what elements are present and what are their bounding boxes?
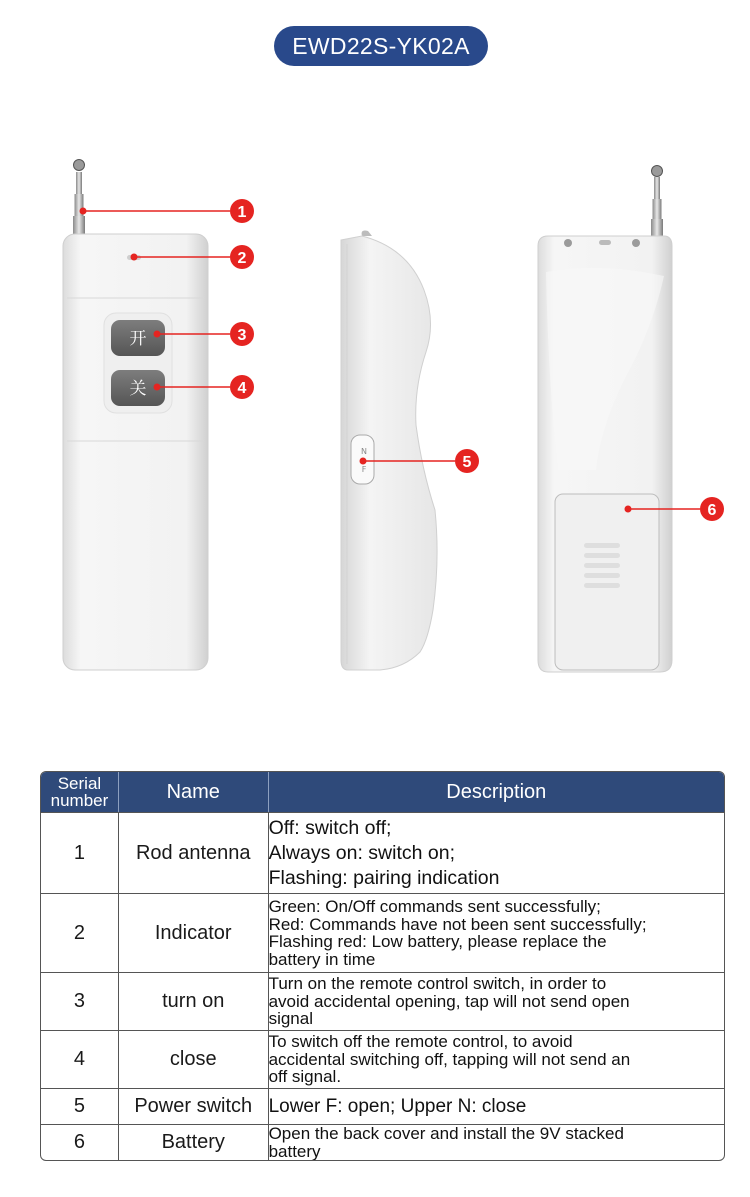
name-cell: Indicator <box>119 893 269 972</box>
serial-cell: 6 <box>41 1124 119 1160</box>
svg-text:关: 关 <box>129 379 147 399</box>
on-button[interactable] <box>111 320 165 356</box>
model-badge: EWD22S-YK02A <box>274 26 488 66</box>
description-cell: Turn on the remote control switch, in order to avoid accidental opening, tap will not send open signal <box>269 972 724 1030</box>
table-row <box>41 1124 724 1160</box>
svg-text:4: 4 <box>237 380 247 397</box>
table-row <box>41 1030 724 1088</box>
remote-side-view <box>341 231 437 670</box>
serial-number-header: Serial number <box>41 772 119 812</box>
rod-antenna-back <box>651 166 663 240</box>
svg-text:开: 开 <box>129 329 147 349</box>
callout-1 <box>80 199 255 223</box>
svg-text:6: 6 <box>707 502 717 519</box>
name-cell: Rod antenna <box>119 812 269 893</box>
spec-table <box>40 771 725 1161</box>
name-cell: Battery <box>119 1124 269 1160</box>
svg-text:3: 3 <box>237 327 247 344</box>
description-cell: To switch off the remote control, to avoid accidental switching off, tapping will not send an off signal. <box>269 1030 724 1088</box>
table-row <box>41 1088 724 1124</box>
rod-antenna-front <box>73 160 85 239</box>
name-header: Name <box>119 772 269 812</box>
svg-text:1: 1 <box>237 204 247 221</box>
serial-cell: 4 <box>41 1030 119 1088</box>
name-cell: Power switch <box>119 1088 269 1124</box>
description-cell: Open the back cover and install the 9V stacked battery <box>269 1124 724 1160</box>
table-header-row <box>41 772 724 812</box>
serial-cell: 2 <box>41 893 119 972</box>
table-row <box>41 812 724 893</box>
serial-cell: 5 <box>41 1088 119 1124</box>
remote-front-view <box>63 160 208 671</box>
front-body <box>63 234 208 670</box>
description-cell: Green: On/Off commands sent successfully; Red: Commands have not been sent successfully; Flashing red: Low battery, please replace the battery in time <box>269 893 724 972</box>
table-row <box>41 893 724 972</box>
serial-cell: 3 <box>41 972 119 1030</box>
serial-cell: 1 <box>41 812 119 893</box>
remote-back-view <box>538 166 672 673</box>
table-row <box>41 972 724 1030</box>
description-cell: Lower F: open; Upper N: close <box>269 1088 724 1124</box>
description-cell: Off: switch off; Always on: switch on; Flashing: pairing indication <box>269 812 724 893</box>
battery-cover[interactable] <box>555 494 659 670</box>
name-cell: turn on <box>119 972 269 1030</box>
svg-text:F: F <box>361 465 367 474</box>
svg-text:N: N <box>361 447 367 456</box>
description-header: Description <box>269 772 724 812</box>
svg-text:5: 5 <box>462 454 472 471</box>
product-figure <box>0 140 750 700</box>
svg-text:2: 2 <box>237 250 247 267</box>
name-cell: close <box>119 1030 269 1088</box>
